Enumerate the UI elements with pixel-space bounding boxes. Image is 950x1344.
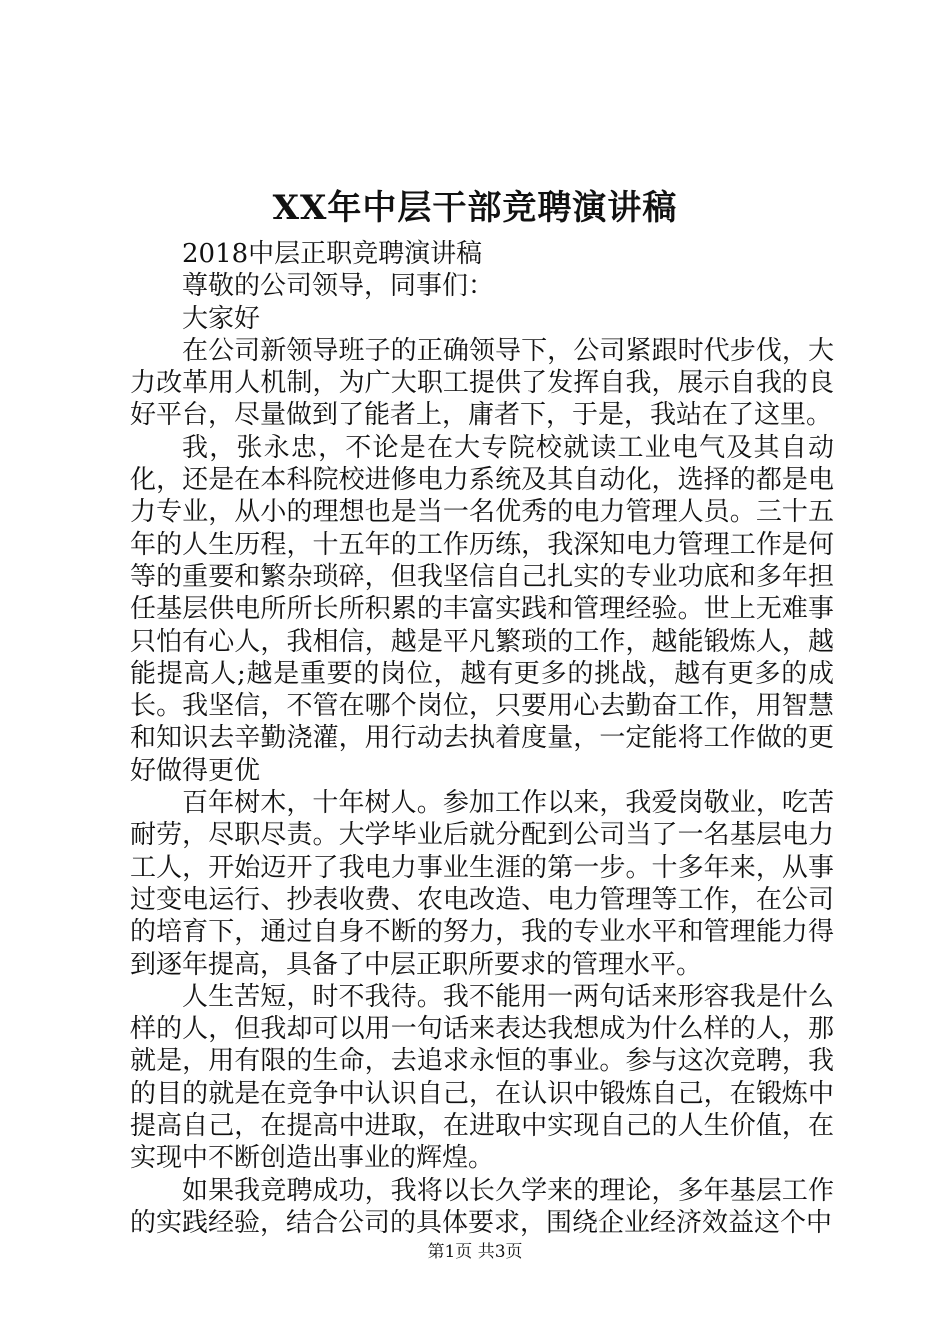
paragraph-motivation: 人生苦短，时不我待。我不能用一两句话来形容我是什么样的人，但我却可以用一句话来表达我想成为什么样的人，那就是，用有限的生命，去追求永恒的事业。参与这次竞聘，我的目的就是在竞争中认识自己，在认识中锻炼自己，在锻炼中提高自己，在提高中进取，在进取中实现自己的人生价值，在实现中不断创造出事业的辉煌。 [130,981,834,1174]
paragraph-salutation: 尊敬的公司领导，同事们： [182,271,495,302]
page-footer: 第1页 共3页 [427,1242,523,1262]
paragraph-greeting: 大家好 [182,303,261,334]
paragraph-background: 我，张永忠，不论是在大专院校就读工业电气及其自动化，还是在本科院校进修电力系统及其自动化，选择的都是电力专业，从小的理想也是当一名优秀的电力管理人员。三十五年的人生历程，十五年的工作历练，我深知电力管理工作是何等的重要和繁杂琐碎，但我坚信自己扎实的专业功底和多年担任基层供电所所长所积累的丰富实践和管理经验。世上无难事只怕有心人，我相信，越是平凡繁琐的工作，越能锻炼人，越能提高人;越是重要的岗位，越有更多的挑战，越有更多的成长。我坚信，不管在哪个岗位，只要用心去勤奋工作，用智慧和知识去辛勤浇灌，用行动去执着度量，一定能将工作做的更好做得更优 [130,432,834,786]
paragraph-plan: 如果我竞聘成功，我将以长久学来的理论，多年基层工作的实践经验，结合公司的具体要求，围绕企业经济效益这个中 [130,1175,834,1238]
document-title: XX年中层干部竞聘演讲稿 [272,188,678,228]
paragraph-intro: 在公司新领导班子的正确领导下，公司紧跟时代步伐，大力改革用人机制，为广大职工提供了发挥自我，展示自我的良好平台，尽量做到了能者上，庸者下，于是，我站在了这里。 [130,335,834,431]
document-body [130,238,834,1239]
paragraph-subtitle: 2018中层正职竞聘演讲稿 [182,239,483,269]
paragraph-experience: 百年树木，十年树人。参加工作以来，我爱岗敬业，吃苦耐劳，尽职尽责。大学毕业后就分配到公司当了一名基层电力工人，开始迈开了我电力事业生涯的第一步。十多年来，从事过变电运行、抄表收费、农电改造、电力管理等工作，在公司的培育下，通过自身不断的努力，我的专业水平和管理能力得到逐年提高，具备了中层正职所要求的管理水平。 [130,788,834,980]
